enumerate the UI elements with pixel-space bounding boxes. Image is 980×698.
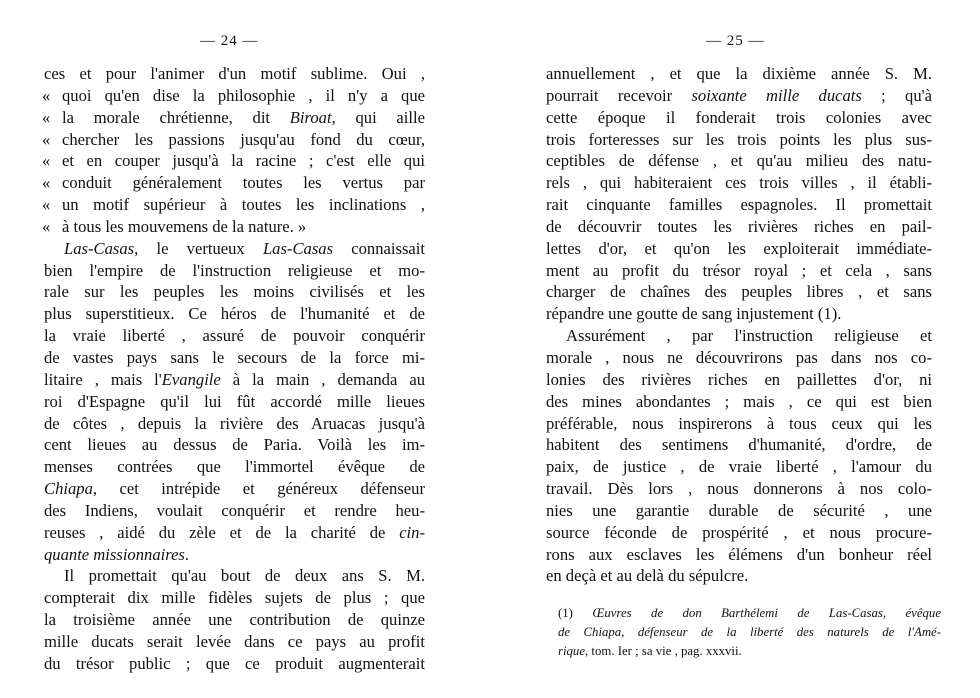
text-segment: un motif supérieur à toutes les inclinations , xyxy=(62,195,425,215)
right-page-line xyxy=(546,281,932,303)
text-segment: rels , qui habiteraient ces trois villes , il établi- xyxy=(546,173,932,193)
left-page-line xyxy=(44,653,425,675)
text-segment: plus superstitieux. Ce héros de l'humanité et de xyxy=(44,304,425,324)
quote-mark: « xyxy=(42,107,51,127)
left-page-line xyxy=(44,347,425,369)
text-segment: ces et pour l'animer d'un motif sublime. Oui , xyxy=(44,64,425,83)
text-segment: charger de chaînes des peuples libres , et sans xyxy=(546,282,932,302)
right-page-line xyxy=(546,194,932,216)
left-page-line xyxy=(44,544,425,566)
right-page-line xyxy=(546,63,932,85)
text-segment: . xyxy=(184,544,190,564)
quote-mark: « xyxy=(42,151,51,171)
right-page-line xyxy=(546,522,932,544)
text-segment: la morale chrétienne, dit xyxy=(62,107,290,127)
footnote xyxy=(558,604,941,661)
text-segment: conduit généralement toutes les vertus par xyxy=(62,173,425,193)
right-page-line xyxy=(546,434,932,456)
quote-mark: « xyxy=(42,195,51,215)
left-page-line xyxy=(44,413,425,435)
right-page-line xyxy=(546,500,932,522)
right-page-line xyxy=(546,303,932,325)
italic-text: quante missionnaires xyxy=(44,544,185,564)
text-segment: la vraie liberté , assuré de pouvoir conquérir xyxy=(44,326,425,346)
text-segment: la troisième année une contribution de quinze xyxy=(44,610,425,630)
right-page-line xyxy=(546,238,932,260)
right-page-line xyxy=(546,478,932,500)
italic-text: Las-Casas xyxy=(262,238,334,258)
italic-text: soixante mille ducats xyxy=(691,85,862,105)
left-page-line xyxy=(44,260,425,282)
text-segment: lettes d'or, et qu'on les exploiterait immédiate- xyxy=(546,238,932,258)
text-segment: connaissait xyxy=(333,238,426,258)
left-page-line xyxy=(44,281,425,303)
left-page-line xyxy=(44,150,425,172)
italic-text: Biroat xyxy=(289,107,332,127)
footnote-line xyxy=(558,642,941,661)
left-page-line xyxy=(44,565,425,587)
text-segment: trois forteresses sur les trois points les plus sus- xyxy=(546,129,932,149)
italic-text: rique xyxy=(558,644,586,658)
text-segment: de côtes , depuis la rivière des Aruacas jusqu'à xyxy=(44,413,425,433)
quote-mark: « xyxy=(42,85,51,105)
italic-text: Œuvres de don Barthélemi de Las-Casas, évêque xyxy=(592,606,942,620)
text-segment: annuellement , et que la dixième année S. M. xyxy=(546,64,932,83)
text-segment: , le vertueux xyxy=(134,238,263,258)
text-segment: à la main , demanda au xyxy=(220,369,425,389)
text-segment: reuses , aidé du zèle et de la charité de xyxy=(44,522,400,542)
left-page-line xyxy=(44,500,425,522)
italic-text: Las-Casas xyxy=(64,238,135,258)
text-segment: préférable, nous inspirerons à tous ceux qui les xyxy=(546,413,932,433)
left-page-line xyxy=(44,129,425,151)
text-segment: litaire , mais l' xyxy=(44,369,162,389)
left-page-line xyxy=(44,434,425,456)
text-segment: bien l'empire de l'instruction religieuse et mo- xyxy=(44,260,425,280)
right-page-body xyxy=(546,63,932,587)
left-page-line xyxy=(44,63,425,85)
left-page-line xyxy=(44,391,425,413)
text-segment: compterait dix mille fidèles sujets de plus ; que xyxy=(44,588,425,608)
right-page-line xyxy=(546,391,932,413)
text-segment: (1) xyxy=(558,606,593,620)
text-segment: travail. Dès lors , nous donnerons à nos colo- xyxy=(546,479,932,499)
text-segment: des mines abondantes ; mais , ce qui est bien xyxy=(546,391,932,411)
right-page-line xyxy=(546,260,932,282)
right-page-line xyxy=(546,456,932,478)
text-segment: de vastes pays sans le secours de la force mi- xyxy=(44,347,425,367)
left-page-line xyxy=(44,238,425,260)
italic-text: Chiapa xyxy=(44,479,93,499)
text-segment: rait cinquante familles espagnoles. Il promettait xyxy=(546,195,932,215)
text-segment: nies une garantie durable de sécurité , une xyxy=(546,500,932,520)
right-page-line xyxy=(546,369,932,391)
right-page-line xyxy=(546,565,932,587)
right-page-line xyxy=(546,544,932,566)
right-page-line xyxy=(546,347,932,369)
text-segment: quoi qu'en dise la philosophie , il n'y a que xyxy=(62,85,425,105)
text-segment: ceptibles de défense , et qu'au milieu des natu- xyxy=(546,151,932,171)
text-segment: roi d'Espagne qu'il lui fût accordé mille lieues xyxy=(44,391,425,411)
right-page-line xyxy=(546,216,932,238)
text-segment: à tous les mouvemens de la nature. » xyxy=(62,216,307,236)
text-segment: des Indiens, voulait conquérir et rendre heu- xyxy=(44,500,425,520)
text-segment: morale , nous ne découvrirons pas dans nos co- xyxy=(546,347,932,367)
left-page-line xyxy=(44,609,425,631)
text-segment: pourrait recevoir xyxy=(546,85,692,105)
text-segment: rale sur les peuples les moins civilisés et les xyxy=(44,282,425,302)
text-segment: en deçà et au delà du sépulcre. xyxy=(546,566,749,586)
italic-text: Evangile xyxy=(161,369,221,389)
text-segment: habitent des sentimens d'humanité, d'ordre, de xyxy=(546,435,932,455)
quote-mark: « xyxy=(42,216,51,236)
right-page-line xyxy=(546,150,932,172)
text-segment: du trésor public ; que ce produit augmenterait xyxy=(44,653,425,673)
right-page xyxy=(490,0,980,698)
text-segment: Assurément , par l'instruction religieuse et xyxy=(566,326,932,346)
text-segment: , qui aille xyxy=(331,107,425,127)
right-page-line xyxy=(546,129,932,151)
footnote-line xyxy=(558,623,941,642)
left-page-line xyxy=(44,172,425,194)
text-segment: menses contrées que l'immortel évêque de xyxy=(44,457,425,477)
right-page-line xyxy=(546,85,932,107)
text-segment: mille ducats serait levée dans ce pays au profit xyxy=(44,631,425,651)
left-page-line xyxy=(44,478,425,500)
left-page-line xyxy=(44,456,425,478)
left-page-line xyxy=(44,303,425,325)
text-segment: paix, de justice , de vraie liberté , l'amour du xyxy=(546,457,932,477)
left-page-line xyxy=(44,631,425,653)
quote-mark: « xyxy=(42,173,51,193)
text-segment: cent lieues au dessus de Paria. Voilà les im- xyxy=(44,435,425,455)
left-page-line xyxy=(44,194,425,216)
right-page-line xyxy=(546,325,932,347)
left-page-line xyxy=(44,325,425,347)
text-segment: , tom. Ier ; sa vie , pag. xxxvii. xyxy=(585,644,742,658)
text-segment: rons aux esclaves les élémens d'un bonheur réel xyxy=(546,544,932,564)
right-page-line xyxy=(546,413,932,435)
left-page-line xyxy=(44,85,425,107)
right-page-line xyxy=(546,107,932,129)
left-page-line xyxy=(44,216,425,238)
right-page-line xyxy=(546,172,932,194)
text-segment: Il promettait qu'au bout de deux ans S. M. xyxy=(64,566,425,586)
text-segment: lonies des rivières riches en paillettes d'or, ni xyxy=(546,369,932,389)
footnote-line xyxy=(558,604,941,623)
italic-text: cin- xyxy=(399,522,425,542)
right-page-number: — 25 — xyxy=(706,33,765,49)
text-segment: ; qu'à xyxy=(861,85,932,105)
left-page-line xyxy=(44,369,425,391)
quote-mark: « xyxy=(42,129,51,149)
text-segment: et en couper jusqu'à la racine ; c'est elle qui xyxy=(62,151,425,171)
left-page-line xyxy=(44,107,425,129)
italic-text: de Chiapa, défenseur de la liberté des naturels de l'Amé- xyxy=(558,625,941,639)
text-segment: cette époque il fonderait trois colonies avec xyxy=(546,107,932,127)
text-segment: source féconde de prospérité , et nous procure- xyxy=(546,522,932,542)
text-segment: répandre une goutte de sang injustement (1). xyxy=(546,304,842,324)
left-page-line xyxy=(44,587,425,609)
text-segment: chercher les passions jusqu'au fond du cœur, xyxy=(62,129,425,149)
text-segment: , cet intrépide et généreux défenseur xyxy=(92,479,425,499)
text-segment: de découvrir toutes les rivières riches en pail- xyxy=(546,216,932,236)
text-segment: ment au profit du trésor royal ; et cela , sans xyxy=(546,260,932,280)
left-page-number: — 24 — xyxy=(200,33,259,49)
left-page-line xyxy=(44,522,425,544)
left-page-body xyxy=(44,63,425,675)
